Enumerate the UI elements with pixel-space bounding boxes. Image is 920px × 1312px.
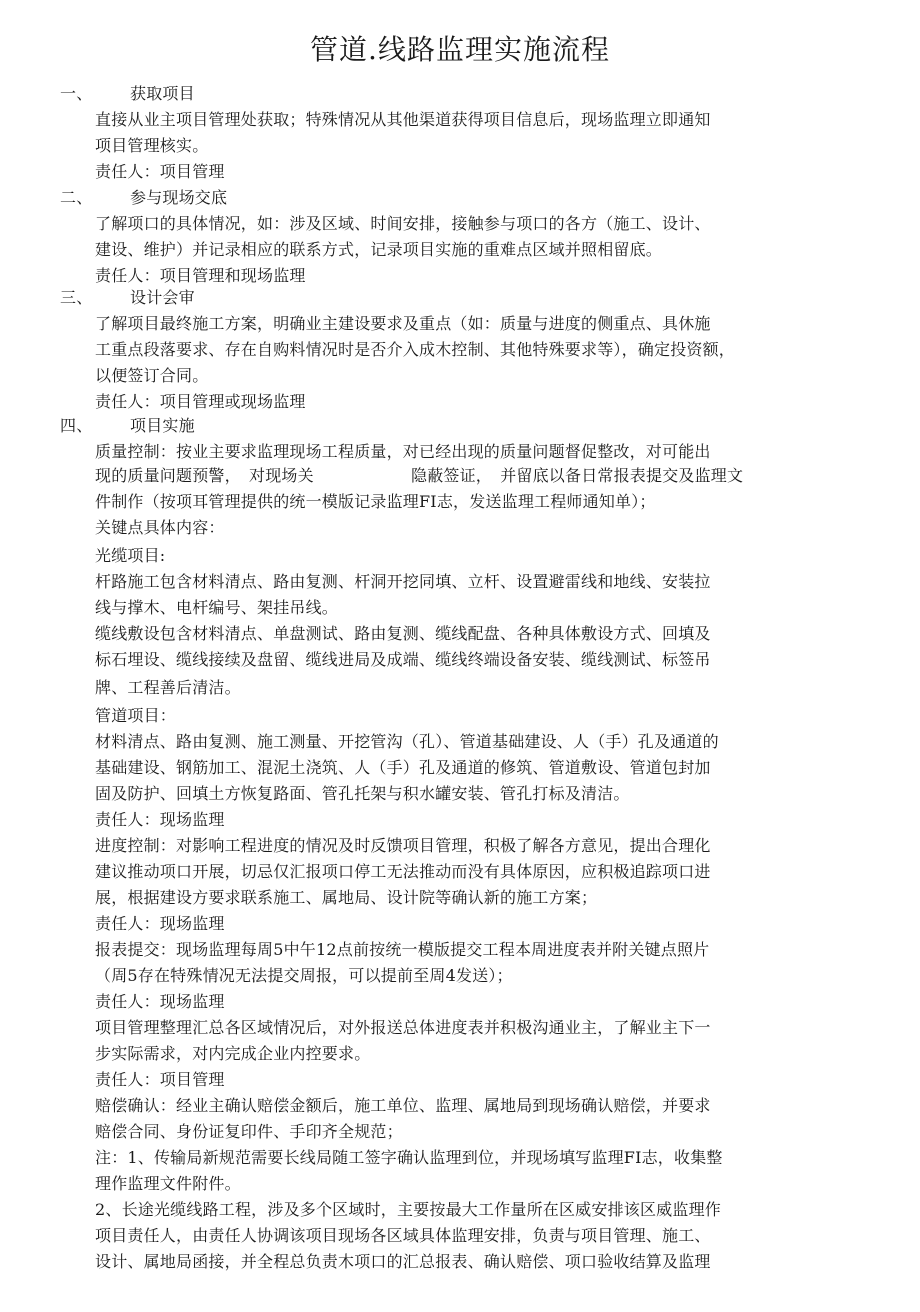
paragraph-line: 直接从业主项目管理处获取；特殊情况从其他渠道获得项目信息后，现场监理立即通知 [95,110,711,129]
section-number: 一、 [60,84,93,103]
paragraph-line: 2、长途光缆线路工程，涉及多个区域时，主要按最大工作量所在区威安排该区威监理作 [95,1200,721,1219]
paragraph-line: 赔偿合同、身份证复印件、手印齐全规范； [95,1122,403,1141]
section-heading-text: 获取项目 [130,84,195,103]
paragraph-line: 责任人：项目管理 [95,162,225,181]
paragraph-line: 进度控制：对影响工程进度的情况及时反馈项目管理，积极了解各方意见，提出合理化 [95,836,711,855]
paragraph-line: 了解项目最终施工方案，明确业主建设要求及重点（如：质量与进度的侧重点、具休施 [95,314,711,333]
paragraph-line: 固及防护、回填土方恢复路面、管孔托架与积水罐安装、管孔打标及清洁。 [95,784,630,803]
paragraph-line: 管道项目： [95,706,177,725]
paragraph-line: 报表提交：现场监理每周5中午12点前按统一模版提交工程本周进度表并附关键点照片 [95,940,710,959]
paragraph-line: 材料清点、路由复测、施工测量、开挖管沟（孔）、管道基础建设、人（手）孔及通道的 [95,732,719,751]
paragraph-line: 展，根据建设方要求联系施工、属地局、设计院等确认新的施工方案； [95,888,598,907]
paragraph-line: 关键点具体内容： [95,518,225,537]
paragraph-line: 线与撑木、电杆编号、架挂吊线。 [95,598,339,617]
paragraph-line: 理作监理文件附件。 [95,1174,241,1193]
section-heading-text: 设计会审 [130,288,195,307]
section-number: 四、 [60,416,93,435]
paragraph-line: 责任人：项目管理或现场监理 [95,392,306,411]
paragraph-line: 责任人：现场监理 [95,810,225,829]
paragraph-line: （周5存在特殊情况无法提交周报，可以提前至周4发送）； [95,966,513,985]
paragraph-line: 责任人：现场监理 [95,992,225,1011]
paragraph-line: 赔偿确认：经业主确认赔偿金额后，施工单位、监理、属地局到现场确认赔偿，并要求 [95,1096,711,1115]
paragraph-line: 责任人：项目管理 [95,1070,225,1089]
paragraph-line: 质量控制：按业主要求监理现场工程质量，对已经出现的质量问题督促整改，对可能出 [95,442,711,461]
paragraph-line: 牌、工程善后清洁。 [95,678,241,697]
paragraph-line: 注：1、传输局新规范需要长线局随工签字确认监理到位，并现场填写监理FI志，收集整 [95,1148,723,1167]
paragraph-line: 建设、维护）并记录相应的联系方式，记录项目实施的重难点区域并照相留底。 [95,240,663,259]
paragraph-line: 缆线敷设包含材料清点、单盘测试、路由复测、缆线配盘、各种具体敷设方式、回填及 [95,624,711,643]
section-heading-text: 参与现场交底 [130,188,228,207]
paragraph-line: 建议推动项口开展，切忌仅汇报项口停工无法推动而没有具体原因，应积极追踪项口进 [95,862,711,881]
paragraph-line: 责任人：现场监理 [95,914,225,933]
section-heading-text: 项目实施 [130,416,195,435]
paragraph-line: 杆路施工包含材料清点、路由复测、杆洞开挖同填、立杆、设置避雷线和地线、安装拉 [95,572,711,591]
paragraph-line: 责任人：项目管理和现场监理 [95,266,306,285]
paragraph-line: 件制作（按项耳管理提供的统一模版记录监理FI志，发送监理工程师通知单）； [95,492,656,511]
paragraph-line: 步实际需求，对内完成企业内控要求。 [95,1044,371,1063]
paragraph-line: 基础建设、钢筋加工、混泥土浇筑、人（手）孔及通道的修筑、管道敷设、管道包封加 [95,758,711,777]
paragraph-line: 光缆项目: [95,546,166,565]
paragraph-line: 以便签订合同。 [95,366,209,385]
page-title: 管道.线路监理实施流程 [310,33,610,66]
paragraph-line: 了解项口的具体情况，如：涉及区域、时间安排，接触参与项口的各方（施工、设计、 [95,214,711,233]
paragraph-line: 设计、属地局函接，并全程总负责木项口的汇总报表、确认赔偿、项口验收结算及监理 [95,1252,711,1271]
paragraph-line: 项目管理整理汇总各区域情况后，对外报送总体进度表并积极沟通业主，了解业主下一 [95,1018,711,1037]
section-number: 三、 [60,288,93,307]
paragraph-line: 项目责任人，由责任人协调该项目现场各区域具体监理安排，负责与项目管理、施工、 [95,1226,711,1245]
paragraph-line: 工重点段落要求、存在自购料情况时是否介入成木控制、其他特殊要求等），确定投资额， [95,340,736,359]
paragraph-line: 标石埋设、缆线接续及盘留、缆线进局及成端、缆线终端设备安装、缆线测试、标签吊 [95,650,711,669]
section-number: 二、 [60,188,93,207]
paragraph-line: 项目管理核实。 [95,136,209,155]
paragraph-line: 现的质量问题预警， 对现场关 隐蔽签证， 并留底以备日常报表提交及监理文 [95,466,744,485]
